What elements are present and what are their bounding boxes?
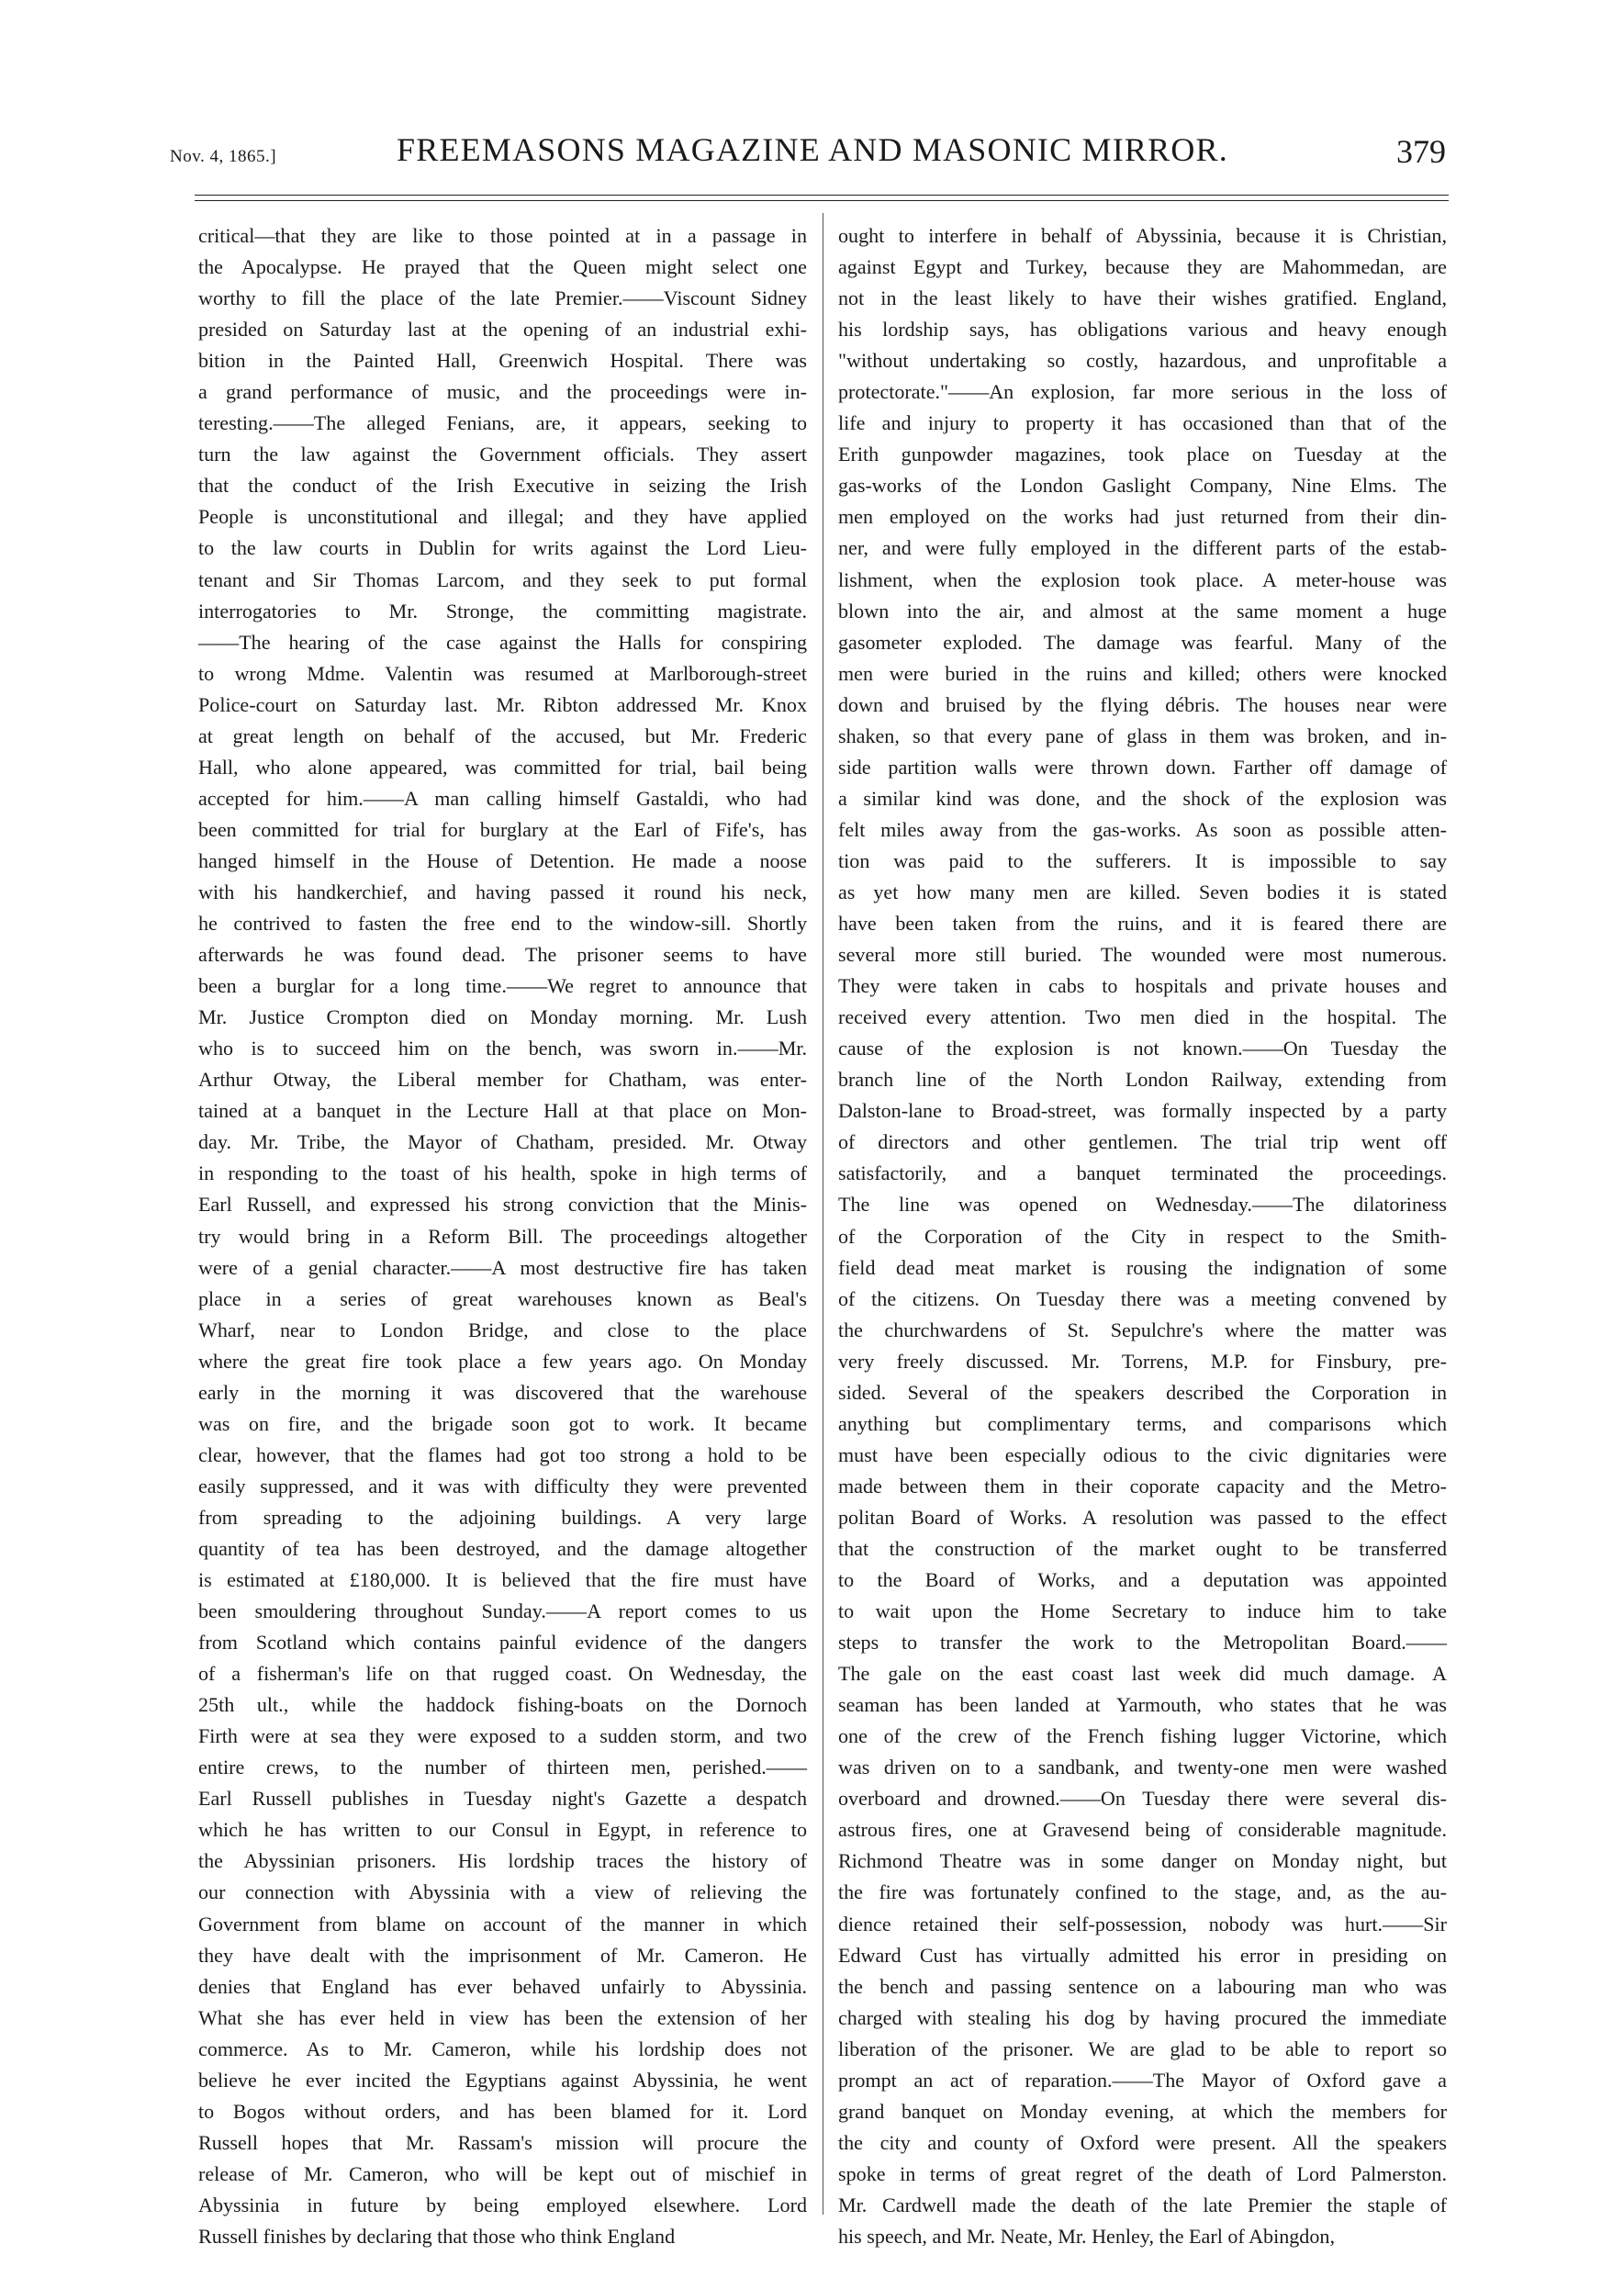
- text-line: of a fisherman's life on that rugged coast. On Wednesday, the: [198, 1662, 807, 1686]
- text-line: where the great fire took place a few years ago. On Monday: [198, 1349, 807, 1373]
- text-line: his speech, and Mr. Neate, Mr. Henley, the Earl of Abingdon,: [838, 2225, 1335, 2248]
- text-line: the churchwardens of St. Sepulchre's where the matter was: [838, 1318, 1447, 1341]
- text-line: been smouldering throughout Sunday.——A report comes to us: [198, 1599, 807, 1623]
- text-line: field dead meat market is rousing the indignation of some: [838, 1255, 1447, 1279]
- text-line: early in the morning it was discovered that the warehouse: [198, 1380, 807, 1404]
- text-line: the fire was fortunately confined to the stage, and, as the au-: [838, 1880, 1447, 1904]
- text-line: tion was paid to the sufferers. It is impossible to say: [838, 848, 1447, 872]
- text-line: Mr. Cardwell made the death of the late Premier the staple of: [838, 2193, 1447, 2216]
- text-line: prompt an act of reparation.——The Mayor of Oxford gave a: [838, 2068, 1447, 2092]
- text-line: accepted for him.——A man calling himself Gastaldi, who had: [198, 786, 807, 810]
- text-line: interrogatories to Mr. Stronge, the committing magistrate.: [198, 599, 807, 623]
- page-number: 379: [1396, 133, 1446, 170]
- text-line: Abyssinia in future by being employed elsewhere. Lord: [198, 2193, 807, 2216]
- text-line: steps to transfer the work to the Metropolitan Board.——: [838, 1631, 1447, 1655]
- text-line: were of a genial character.——A most destructive fire has taken: [198, 1255, 807, 1279]
- text-line: satisfactorily, and a banquet terminated the proceedings.: [838, 1161, 1447, 1185]
- issue-date: Nov. 4, 1865.]: [170, 147, 277, 166]
- text-line: entire crews, to the number of thirteen men, perished.——: [198, 1756, 807, 1779]
- text-line: to wrong Mdme. Valentin was resumed at Marlborough-street: [198, 661, 807, 685]
- text-line: branch line of the North London Railway, extending from: [838, 1068, 1447, 1092]
- text-line: quantity of tea has been destroyed, and the damage altogether: [198, 1536, 807, 1560]
- text-line: the Apocalypse. He prayed that the Queen might select one: [198, 255, 807, 279]
- text-line: grand banquet on Monday evening, at which the members for: [838, 2099, 1447, 2123]
- text-line: denies that England has ever behaved unfairly to Abyssinia.: [198, 1974, 807, 1998]
- text-line: been a burglar for a long time.——We regret to announce that: [198, 974, 807, 998]
- text-line: ought to interfere in behalf of Abyssinia, because it is Christian,: [838, 224, 1447, 247]
- text-line: tained at a banquet in the Lecture Hall at that place on Mon-: [198, 1099, 807, 1123]
- text-line: politan Board of Works. A resolution was passed to the effect: [838, 1505, 1447, 1529]
- text-line: release of Mr. Cameron, who will be kept out of mischief in: [198, 2161, 807, 2185]
- text-line: was driven on to a sandbank, and twenty-one men were washed: [838, 1756, 1447, 1779]
- text-line: with his handkerchief, and having passed it round his neck,: [198, 880, 807, 903]
- text-line: Dalston-lane to Broad-street, was formally inspected by a party: [838, 1099, 1447, 1123]
- text-line: several more still buried. The wounded were most numerous.: [838, 943, 1447, 967]
- text-line: Firth were at sea they were exposed to a sudden storm, and two: [198, 1724, 807, 1748]
- text-line: The line was opened on Wednesday.——The dilatoriness: [838, 1193, 1447, 1217]
- text-line: of the citizens. On Tuesday there was a meeting convened by: [838, 1286, 1447, 1310]
- text-line: Earl Russell publishes in Tuesday night's Gazette a despatch: [198, 1787, 807, 1811]
- right-column: [838, 220, 1447, 2252]
- text-line: from Scotland which contains painful evidence of the dangers: [198, 1631, 807, 1655]
- text-line: the Abyssinian prisoners. His lordship traces the history of: [198, 1849, 807, 1873]
- text-line: clear, however, that the flames had got too strong a hold to be: [198, 1442, 807, 1466]
- left-column: [198, 220, 807, 2252]
- text-line: been committed for trial for burglary at the Earl of Fife's, has: [198, 817, 807, 841]
- text-line: which he has written to our Consul in Egypt, in reference to: [198, 1818, 807, 1842]
- text-line: he contrived to fasten the free end to the window-sill. Shortly: [198, 912, 807, 936]
- text-line: from spreading to the adjoining buildings. A very large: [198, 1505, 807, 1529]
- text-line: very freely discussed. Mr. Torrens, M.P. for Finsbury, pre-: [838, 1349, 1447, 1373]
- text-line: commerce. As to Mr. Cameron, while his lordship does not: [198, 2037, 807, 2060]
- publication-title: FREEMASONS MAGAZINE AND MASONIC MIRROR.: [397, 131, 1228, 168]
- page-header: [170, 129, 1446, 180]
- text-line: hanged himself in the House of Detention. He made a noose: [198, 848, 807, 872]
- text-line: dience retained their self-possession, nobody was hurt.——Sir: [838, 1912, 1447, 1936]
- text-line: teresting.——The alleged Fenians, are, it appears, seeking to: [198, 411, 807, 435]
- text-line: place in a series of great warehouses known as Beal's: [198, 1286, 807, 1310]
- text-line: overboard and drowned.——On Tuesday there were several dis-: [838, 1787, 1447, 1811]
- text-line: Richmond Theatre was in some danger on Monday night, but: [838, 1849, 1447, 1873]
- text-line: Russell hopes that Mr. Rassam's mission will procure the: [198, 2130, 807, 2154]
- text-line: anything but complimentary terms, and comparisons which: [838, 1411, 1447, 1435]
- text-line: against Egypt and Turkey, because they are Mahommedan, are: [838, 255, 1447, 279]
- text-line: to the Board of Works, and a deputation was appointed: [838, 1568, 1447, 1592]
- text-line: lishment, when the explosion took place. A meter-house was: [838, 567, 1447, 591]
- text-line: side partition walls were thrown down. Farther off damage of: [838, 755, 1447, 779]
- text-line: cause of the explosion is not known.——On Tuesday the: [838, 1037, 1447, 1060]
- text-line: have been taken from the ruins, and it is feared there are: [838, 912, 1447, 936]
- text-line: Government from blame on account of the manner in which: [198, 1912, 807, 1936]
- text-line: received every attention. Two men died in the hospital. The: [838, 1005, 1447, 1029]
- text-line: sided. Several of the speakers described the Corporation in: [838, 1380, 1447, 1404]
- text-line: that the conduct of the Irish Executive in seizing the Irish: [198, 474, 807, 498]
- text-line: astrous fires, one at Gravesend being of considerable magnitude.: [838, 1818, 1447, 1842]
- text-line: in responding to the toast of his health, spoke in high terms of: [198, 1161, 807, 1185]
- text-line: bition in the Painted Hall, Greenwich Hospital. There was: [198, 349, 807, 373]
- text-line: spoke in terms of great regret of the death of Lord Palmerston.: [838, 2161, 1447, 2185]
- text-line: down and bruised by the flying débris. The houses near were: [838, 692, 1447, 716]
- text-line: felt miles away from the gas-works. As soon as possible atten-: [838, 817, 1447, 841]
- text-line: What she has ever held in view has been the extension of her: [198, 2005, 807, 2029]
- text-line: of the Corporation of the City in respect to the Smith-: [838, 1224, 1447, 1248]
- text-line: day. Mr. Tribe, the Mayor of Chatham, presided. Mr. Otway: [198, 1130, 807, 1154]
- text-line: blown into the air, and almost at the same moment a huge: [838, 599, 1447, 623]
- text-line: one of the crew of the French fishing lugger Victorine, which: [838, 1724, 1447, 1748]
- header-rule-top: [195, 195, 1449, 196]
- text-line: protectorate."——An explosion, far more serious in the loss of: [838, 380, 1447, 404]
- text-line: they have dealt with the imprisonment of Mr. Cameron. He: [198, 1943, 807, 1967]
- text-line: to Bogos without orders, and has been blamed for it. Lord: [198, 2099, 807, 2123]
- text-line: presided on Saturday last at the opening of an industrial exhi-: [198, 318, 807, 342]
- text-line: at great length on behalf of the accused, but Mr. Frederic: [198, 724, 807, 747]
- text-line: was on fire, and the brigade soon got to work. It became: [198, 1411, 807, 1435]
- text-line: try would bring in a Reform Bill. The proceedings altogether: [198, 1224, 807, 1248]
- text-line: critical—that they are like to those pointed at in a passage in: [198, 224, 807, 247]
- text-line: a similar kind was done, and the shock of the explosion was: [838, 786, 1447, 810]
- text-line: not in the least likely to have their wishes gratified. England,: [838, 286, 1447, 310]
- text-line: worthy to fill the place of the late Premier.——Viscount Sidney: [198, 286, 807, 310]
- text-line: afterwards he was found dead. The prisoner seems to have: [198, 943, 807, 967]
- text-line: that the construction of the market ought to be transferred: [838, 1536, 1447, 1560]
- text-line: Hall, who alone appeared, was committed for trial, bail being: [198, 755, 807, 779]
- text-line: "without undertaking so costly, hazardous, and unprofitable a: [838, 349, 1447, 373]
- text-line: must have been especially odious to the civic dignitaries were: [838, 1442, 1447, 1466]
- text-line: ner, and were fully employed in the different parts of the estab-: [838, 536, 1447, 560]
- text-line: Edward Cust has virtually admitted his error in presiding on: [838, 1943, 1447, 1967]
- text-line: a grand performance of music, and the proceedings were in-: [198, 380, 807, 404]
- text-line: charged with stealing his dog by having procured the immediate: [838, 2005, 1447, 2029]
- text-line: gas-works of the London Gaslight Company, Nine Elms. The: [838, 474, 1447, 498]
- text-line: to wait upon the Home Secretary to induce him to take: [838, 1599, 1447, 1623]
- text-line: Earl Russell, and expressed his strong conviction that the Minis-: [198, 1193, 807, 1217]
- header-rule-bottom: [195, 200, 1449, 201]
- text-line: life and injury to property it has occasioned than that of the: [838, 411, 1447, 435]
- text-line: Russell finishes by declaring that those who think England: [198, 2225, 676, 2248]
- text-line: the city and county of Oxford were present. All the speakers: [838, 2130, 1447, 2154]
- text-line: easily suppressed, and it was with difficulty they were prevented: [198, 1474, 807, 1498]
- text-line: People is unconstitutional and illegal; and they have applied: [198, 505, 807, 529]
- text-line: who is to succeed him on the bench, was sworn in.——Mr.: [198, 1037, 807, 1060]
- text-line: believe he ever incited the Egyptians against Abyssinia, he went: [198, 2068, 807, 2092]
- text-line: the bench and passing sentence on a labouring man who was: [838, 1974, 1447, 1998]
- text-line: Wharf, near to London Bridge, and close to the place: [198, 1318, 807, 1341]
- text-line: 25th ult., while the haddock fishing-boats on the Dornoch: [198, 1693, 807, 1717]
- text-line: Mr. Justice Crompton died on Monday morning. Mr. Lush: [198, 1005, 807, 1029]
- text-line: They were taken in cabs to hospitals and private houses and: [838, 974, 1447, 998]
- text-line: Arthur Otway, the Liberal member for Chatham, was enter-: [198, 1068, 807, 1092]
- text-line: ——The hearing of the case against the Halls for conspiring: [198, 630, 807, 654]
- text-line: seaman has been landed at Yarmouth, who states that he was: [838, 1693, 1447, 1717]
- text-line: Police-court on Saturday last. Mr. Ribton addressed Mr. Knox: [198, 692, 807, 716]
- text-line: to the law courts in Dublin for writs against the Lord Lieu-: [198, 536, 807, 560]
- text-line: men employed on the works had just returned from their din-: [838, 505, 1447, 529]
- text-line: men were buried in the ruins and killed; others were knocked: [838, 661, 1447, 685]
- text-line: made between them in their coporate capacity and the Metro-: [838, 1474, 1447, 1498]
- text-line: turn the law against the Government officials. They assert: [198, 443, 807, 466]
- text-line: is estimated at £180,000. It is believed that the fire must have: [198, 1568, 807, 1592]
- text-line: The gale on the east coast last week did much damage. A: [838, 1662, 1447, 1686]
- text-line: liberation of the prisoner. We are glad to be able to report so: [838, 2037, 1447, 2060]
- text-line: gasometer exploded. The damage was fearful. Many of the: [838, 630, 1447, 654]
- text-line: shaken, so that every pane of glass in them was broken, and in-: [838, 724, 1447, 747]
- text-line: his lordship says, has obligations various and heavy enough: [838, 318, 1447, 342]
- text-line: tenant and Sir Thomas Larcom, and they seek to put formal: [198, 567, 807, 591]
- text-line: our connection with Abyssinia with a view of relieving the: [198, 1880, 807, 1904]
- text-line: as yet how many men are killed. Seven bodies it is stated: [838, 880, 1447, 903]
- text-line: of directors and other gentlemen. The trial trip went off: [838, 1130, 1447, 1154]
- text-line: Erith gunpowder magazines, took place on Tuesday at the: [838, 443, 1447, 466]
